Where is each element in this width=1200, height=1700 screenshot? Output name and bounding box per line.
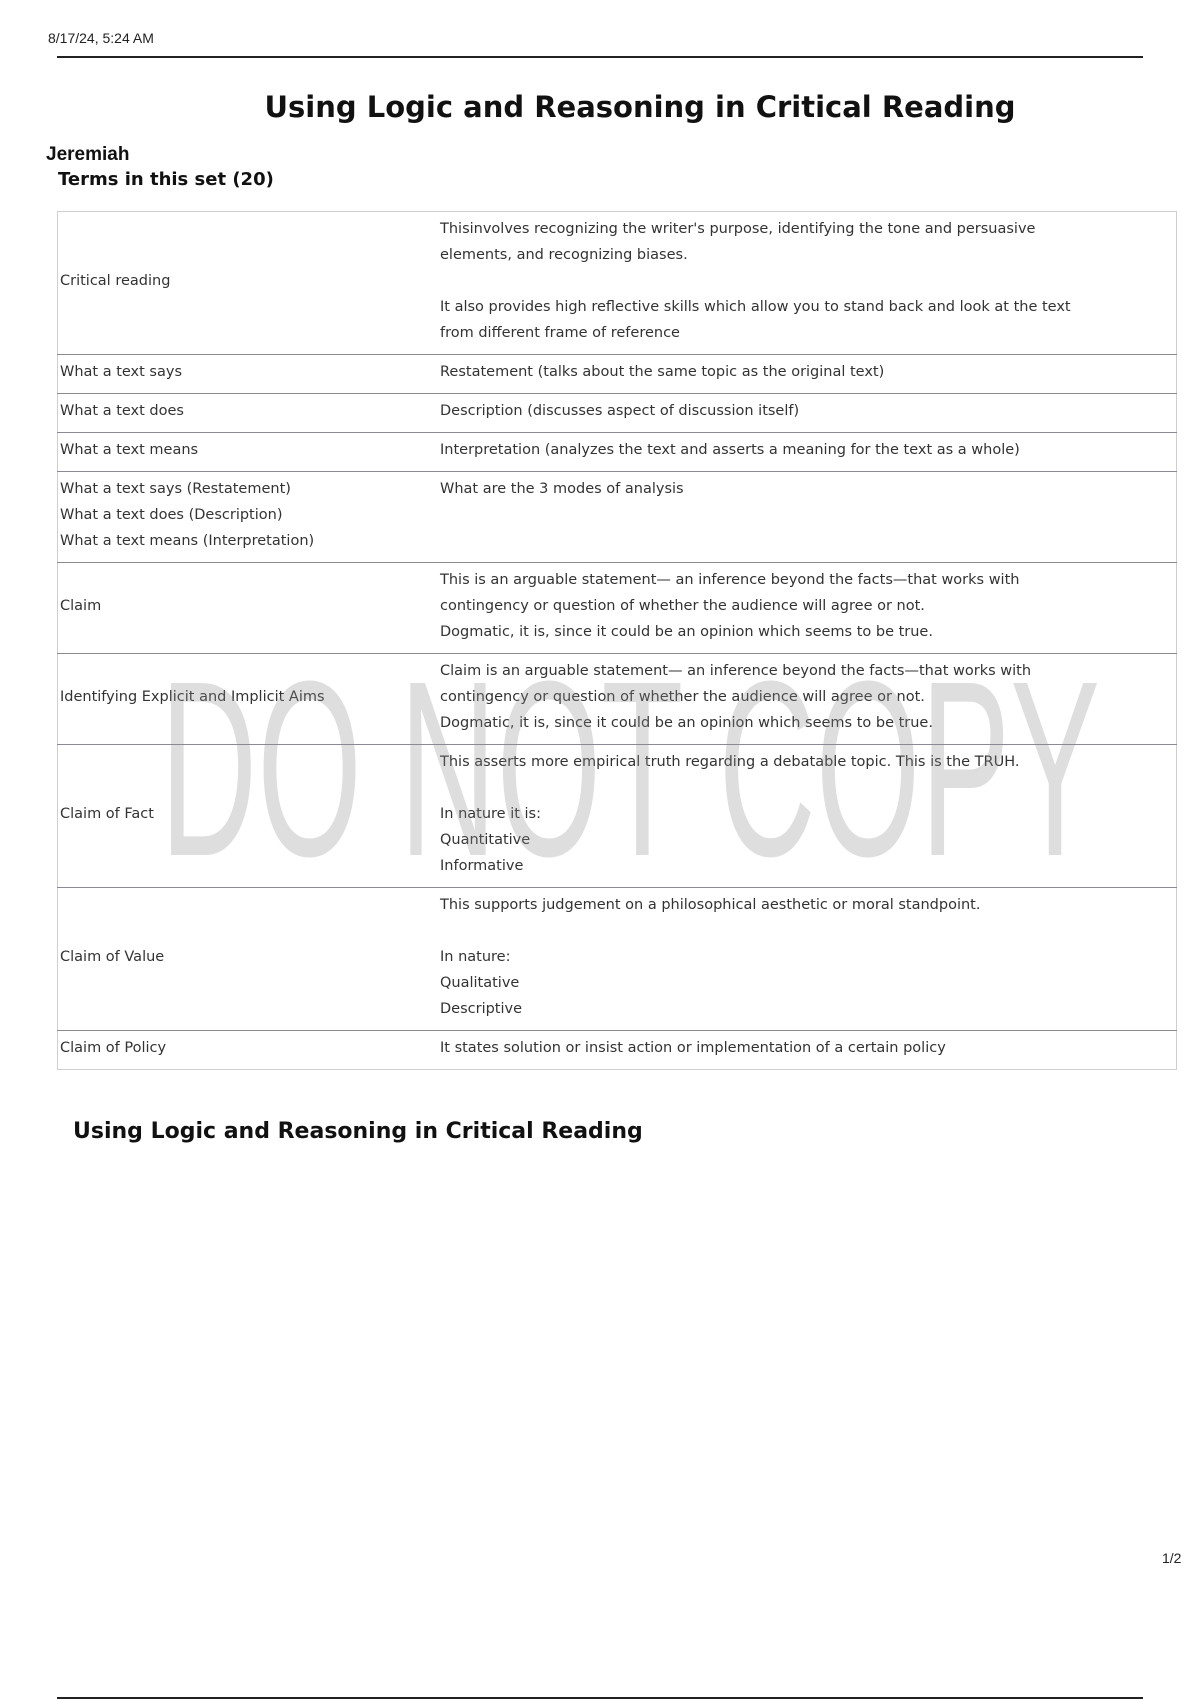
table-row — [58, 563, 1177, 654]
definition-text: Claim is an arguable statement— an inference beyond the facts—that works with — [440, 663, 1032, 679]
watermark-text: DO NOT COPY — [160, 640, 1100, 880]
term-text: Claim of Value — [60, 949, 165, 965]
table-row — [58, 1031, 1177, 1070]
definition-cell — [440, 433, 1177, 472]
definition-text: It states solution or insist action or implementation of a certain policy — [440, 1040, 946, 1056]
header-divider — [57, 56, 1143, 58]
definition-text: Thisinvolves recognizing the writer's purpose, identifying the tone and persuasive — [440, 221, 1036, 237]
definition-cell — [440, 472, 1177, 563]
term-text: What a text does (Description) — [60, 507, 283, 523]
term-text: Claim — [60, 598, 102, 614]
term-cell — [58, 563, 441, 654]
definition-text: Qualitative — [440, 975, 520, 991]
definition-cell — [440, 212, 1177, 355]
term-cell — [58, 654, 441, 745]
term-cell — [58, 888, 441, 1031]
definition-cell — [440, 355, 1177, 394]
term-text: What a text does — [60, 403, 184, 419]
definition-cell — [440, 1031, 1177, 1070]
definition-text — [440, 268, 1176, 294]
definition-text: Restatement (talks about the same topic as the original text) — [440, 364, 885, 380]
definition-text: elements, and recognizing biases. — [440, 247, 688, 263]
table-row — [58, 654, 1177, 745]
definition-cell — [440, 563, 1177, 654]
table-row — [58, 433, 1177, 472]
definition-text: This is an arguable statement— an inference beyond the facts—that works with — [440, 572, 1020, 588]
term-cell — [58, 433, 441, 472]
table-row — [58, 745, 1177, 888]
term-cell — [58, 212, 441, 355]
term-text: Critical reading — [60, 273, 171, 289]
definition-text — [440, 775, 1176, 801]
print-timestamp: 8/17/24, 5:24 AM — [48, 30, 154, 46]
page-number: 1/2 — [1162, 1550, 1182, 1566]
term-cell — [58, 394, 441, 433]
term-text: Claim of Fact — [60, 806, 154, 822]
term-cell — [58, 472, 441, 563]
footer-divider — [57, 1697, 1143, 1699]
table-row — [58, 355, 1177, 394]
definition-text: It also provides high reflective skills which allow you to stand back and look at the text — [440, 299, 1071, 315]
table-row — [58, 472, 1177, 563]
definition-text: In nature it is: — [440, 806, 541, 822]
definition-text: Interpretation (analyzes the text and asserts a meaning for the text as a whole) — [440, 442, 1020, 458]
term-text: What a text means (Interpretation) — [60, 533, 315, 549]
definition-text: This supports judgement on a philosophical aesthetic or moral standpoint. — [440, 897, 981, 913]
definition-text: contingency or question of whether the audience will agree or not. — [440, 689, 925, 705]
term-text: Claim of Policy — [60, 1040, 167, 1056]
table-row — [58, 394, 1177, 433]
term-cell — [58, 745, 441, 888]
term-text: What a text says (Restatement) — [60, 481, 291, 497]
definition-text: Descriptive — [440, 1001, 523, 1017]
term-cell — [58, 1031, 441, 1070]
definition-text: from different frame of reference — [440, 325, 680, 341]
definition-text: Quantitative — [440, 832, 531, 848]
definition-text: contingency or question of whether the audience will agree or not. — [440, 598, 925, 614]
term-cell — [58, 355, 441, 394]
page-title: Using Logic and Reasoning in Critical Reading — [264, 90, 1016, 124]
definition-text: Dogmatic, it is, since it could be an opinion which seems to be true. — [440, 624, 933, 640]
definition-cell — [440, 394, 1177, 433]
term-text: What a text says — [60, 364, 183, 380]
definition-text: In nature: — [440, 949, 511, 965]
definition-cell — [440, 888, 1177, 1031]
table-row — [58, 888, 1177, 1031]
definition-text: Dogmatic, it is, since it could be an opinion which seems to be true. — [440, 715, 933, 731]
definition-text: Informative — [440, 858, 524, 874]
terms-table — [57, 211, 1177, 1070]
terms-count: Terms in this set (20) — [58, 169, 274, 190]
author-name: Jeremiah — [46, 144, 130, 165]
section-title: Using Logic and Reasoning in Critical Reading — [73, 1119, 643, 1144]
term-text: What a text means — [60, 442, 199, 458]
definition-text — [440, 918, 1176, 944]
definition-text: Description (discusses aspect of discussion itself) — [440, 403, 800, 419]
definition-cell — [440, 745, 1177, 888]
table-row — [58, 212, 1177, 355]
definition-text: This asserts more empirical truth regarding a debatable topic. This is the TRUH. — [440, 754, 1020, 770]
definition-cell — [440, 654, 1177, 745]
term-text: Identifying Explicit and Implicit Aims — [60, 689, 325, 705]
definition-text: What are the 3 modes of analysis — [440, 481, 684, 497]
